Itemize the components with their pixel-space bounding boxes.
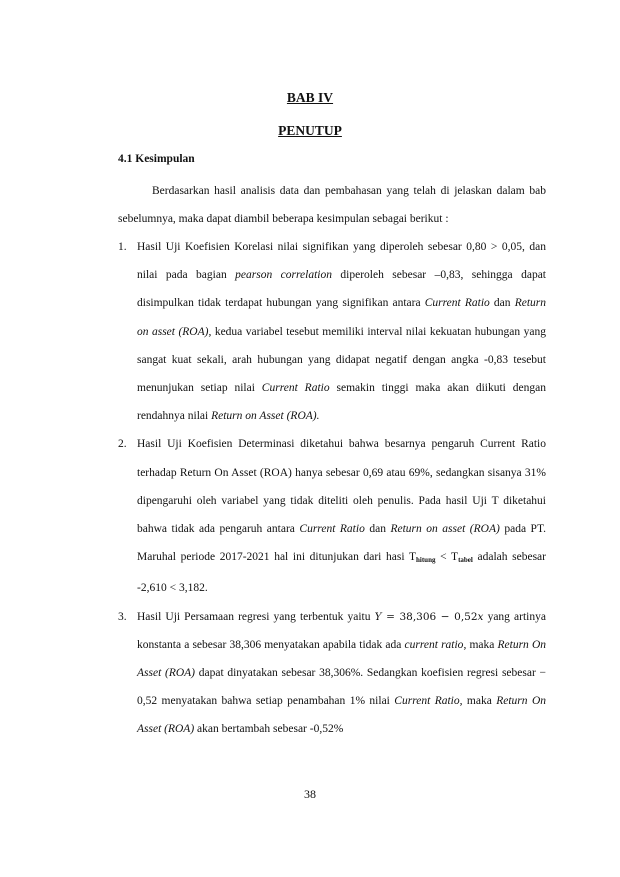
text-run: kedua variabel tesebut memiliki interval nilai kekuatan hubungan yang sangat kuat sekali, arah hubungan yang didapat negatif dengan angka -0,83 tesebut menunjukan setiap nilai	[137, 325, 546, 395]
italic-term: Current Ratio	[424, 297, 490, 310]
list-item	[118, 233, 546, 430]
equation-variable: Y	[374, 610, 382, 623]
text-run: akan bertambah sebesar -0,52%	[194, 723, 344, 736]
list-item	[118, 603, 546, 744]
text-run: dan	[489, 297, 515, 310]
subscript: hitung	[416, 556, 436, 565]
italic-term: Current Ratio,	[394, 695, 463, 708]
list-item	[118, 430, 546, 602]
italic-term: Return on asset (ROA)	[390, 523, 500, 536]
italic-term: pearson correlation	[235, 269, 332, 282]
text-run: dan	[364, 523, 391, 536]
italic-term: Return on Asset (ROA).	[211, 410, 320, 423]
italic-term: Current Ratio	[261, 382, 330, 395]
equation-variable: x	[477, 610, 484, 623]
text-run: diperoleh sebesar –0,83, sehingga dapat disimpulkan tidak terdapat hubungan yang signifikan antara	[137, 269, 546, 310]
equation-text: = 38,306 − 0,52	[381, 610, 478, 623]
page-number: 38	[304, 787, 316, 801]
list-item-text	[137, 233, 546, 430]
list-item-number: 2.	[118, 438, 127, 451]
list-item-text	[137, 430, 546, 602]
text-run: , maka	[463, 638, 498, 651]
text-run: Hasil Uji Persamaan regresi yang terbentuk yaitu	[137, 610, 375, 623]
text-run: Hasil Uji Koefisien Determinasi diketahui bahwa besarnya pengaruh Current Ratio terhadap Return On Asset (ROA) hanya sebesar 0,69 atau 69%, sedangkan sisanya 31% dipengaruhi oleh variabel yang tidak diteliti oleh penulis. Pada hasil Uji T diketahui bahwa tidak ada pengaruh antara	[137, 438, 546, 536]
italic-term: Current Ratio	[299, 523, 365, 536]
section-heading: 4.1 Kesimpulan	[118, 153, 195, 165]
italic-term: Return on asset (ROA),	[137, 297, 546, 338]
intro-paragraph: Berdasarkan hasil analisis data dan pembahasan yang telah di jelaskan dalam bab sebelumnya, maka dapat diambil beberapa kesimpulan sebagai berikut :	[118, 185, 546, 226]
list-item-text	[137, 603, 546, 744]
text-run: yang artinya konstanta a sebesar 38,306 menyatakan apabila tidak ada	[137, 610, 546, 651]
text-run: < T	[435, 551, 459, 564]
subscript: tabel	[458, 556, 473, 565]
regression-equation	[375, 611, 484, 623]
text-run: maka	[462, 695, 497, 708]
text-run: Hasil Uji Koefisien Korelasi nilai signifikan yang diperoleh sebesar 0,80 > 0,05, dan nilai pada bagian	[137, 241, 546, 282]
conclusion-list	[118, 233, 546, 744]
list-item-number: 1.	[118, 241, 127, 253]
italic-term: Return On Asset (ROA)	[137, 695, 547, 736]
italic-term: Return On Asset (ROA)	[137, 638, 546, 680]
chapter-title: PENUTUP	[278, 123, 342, 138]
chapter-number: BAB IV	[286, 90, 334, 105]
text-run: pada PT. Maruhal periode 2017-2021 hal ini ditunjukan dari hasi T	[137, 523, 547, 564]
text-run: adalah sebesar -2,610 < 3,182.	[137, 551, 546, 595]
list-item-number: 3.	[118, 610, 127, 623]
text-run: dapat dinyatakan sebesar 38,306%. Sedangkan koefisien regresi sebesar − 0,52 menyatakan bahwa setiap penambahan 1% nilai	[137, 667, 546, 708]
italic-term: current ratio	[404, 638, 464, 651]
text-run: semakin tinggi maka akan diikuti dengan rendahnya nilai	[137, 382, 546, 423]
